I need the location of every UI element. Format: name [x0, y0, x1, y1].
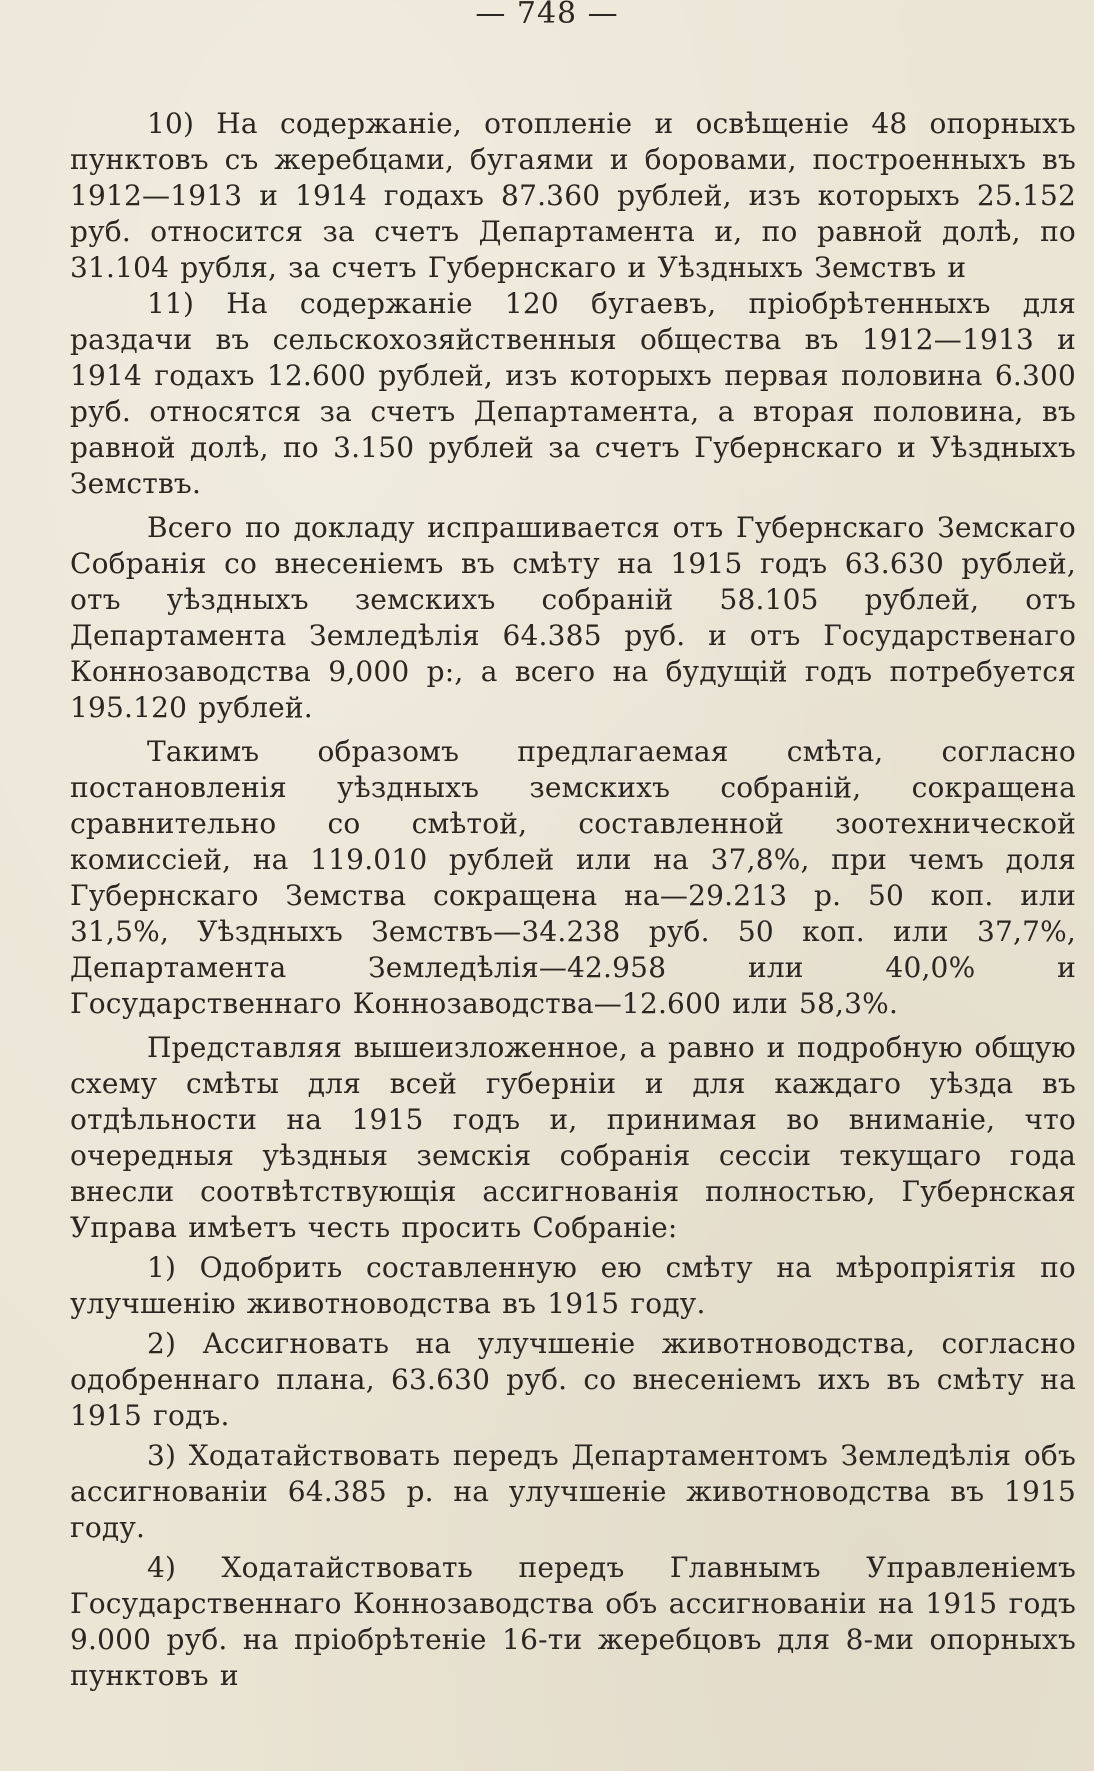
paragraph-item-11	[70, 286, 1076, 502]
paragraph-text: Всего по докладу испрашивается отъ Губернскаго Земскаго Собранія со внесеніемъ въ смѣту на 1915 годъ 63.630 рублей, отъ уѣздныхъ земскихъ собраній 58.105 рублей, отъ Департамента Земледѣлія 64.385 руб. и отъ Государственаго Коннозаводства 9,000 р:, а всего на будущій годъ потребуется 195.120 рублей.	[70, 511, 1076, 724]
paragraph-text: 1) Одобрить составленную ею смѣту на мѣропріятія по улучшенію животноводства въ 1915 году.	[70, 1251, 1076, 1320]
paragraph-request	[70, 1030, 1076, 1246]
resolution-item-2	[70, 1326, 1076, 1434]
paragraph-total	[70, 510, 1076, 726]
resolution-item-3	[70, 1438, 1076, 1546]
paragraph-text: Такимъ образомъ предлагаемая смѣта, согласно постановленія уѣздныхъ земскихъ собраній, сокращена сравнительно со смѣтой, составленной зоотехнической комиссіей, на 119.010 рублей или на 37,8%, при чемъ доля Губернскаго Земства сокращена на—29.213 р. 50 коп. или 31,5%, Уѣздныхъ Земствъ—34.238 руб. 50 коп. или 37,7%, Департамента Земледѣлія—42.958 или 40,0% и Государственнаго Коннозаводства—12.600 или 58,3%.	[70, 735, 1076, 1020]
resolution-item-4	[70, 1550, 1076, 1694]
paragraph-text: Представляя вышеизложенное, а равно и подробную общую схему смѣты для всей губерніи и для каждаго уѣзда въ отдѣльности на 1915 годъ и, принимая во вниманіе, что очередныя уѣздныя земскія собранія сессіи текущаго года внесли соотвѣтствующія ассигнованія полностью, Губернская Управа имѣетъ честь просить Собраніе:	[70, 1031, 1076, 1244]
paragraph-text: 11) На содержаніе 120 бугаевъ, пріобрѣтенныхъ для раздачи въ сельскохозяйственныя общества въ 1912—1913 и 1914 годахъ 12.600 рублей, изъ которыхъ первая половина 6.300 руб. относятся за счетъ Департамента, а вторая половина, въ равной долѣ, по 3.150 рублей за счетъ Губернскаго и Уѣздныхъ Земствъ.	[70, 287, 1076, 500]
document-body	[70, 106, 1076, 1694]
paragraph-text: 3) Ходатайствовать передъ Департаментомъ Земледѣлія объ ассигнованіи 64.385 р. на улучшеніе животноводства въ 1915 году.	[70, 1439, 1076, 1544]
paragraph-reduction	[70, 734, 1076, 1022]
paragraph-text: 4) Ходатайствовать передъ Главнымъ Управленіемъ Государственнаго Коннозаводства объ ассигнованіи на 1915 годъ 9.000 руб. на пріобрѣтеніе 16-ти жеребцовъ для 8-ми опорныхъ пунктовъ и	[70, 1551, 1076, 1692]
paragraph-text: 2) Ассигновать на улучшеніе животноводства, согласно одобреннаго плана, 63.630 руб. со внесеніемъ ихъ въ смѣту на 1915 годъ.	[70, 1327, 1076, 1432]
page-number: — 748 —	[475, 0, 619, 31]
paragraph-text: 10) На содержаніе, отопленіе и освѣщеніе 48 опорныхъ пунктовъ съ жеребцами, бугаями и боровами, построенныхъ въ 1912—1913 и 1914 годахъ 87.360 рублей, изъ которыхъ 25.152 руб. относится за счетъ Департамента и, по равной долѣ, по 31.104 рубля, за счетъ Губернскаго и Уѣздныхъ Земствъ и	[70, 107, 1076, 284]
paragraph-item-10	[70, 106, 1076, 286]
resolution-item-1	[70, 1250, 1076, 1322]
